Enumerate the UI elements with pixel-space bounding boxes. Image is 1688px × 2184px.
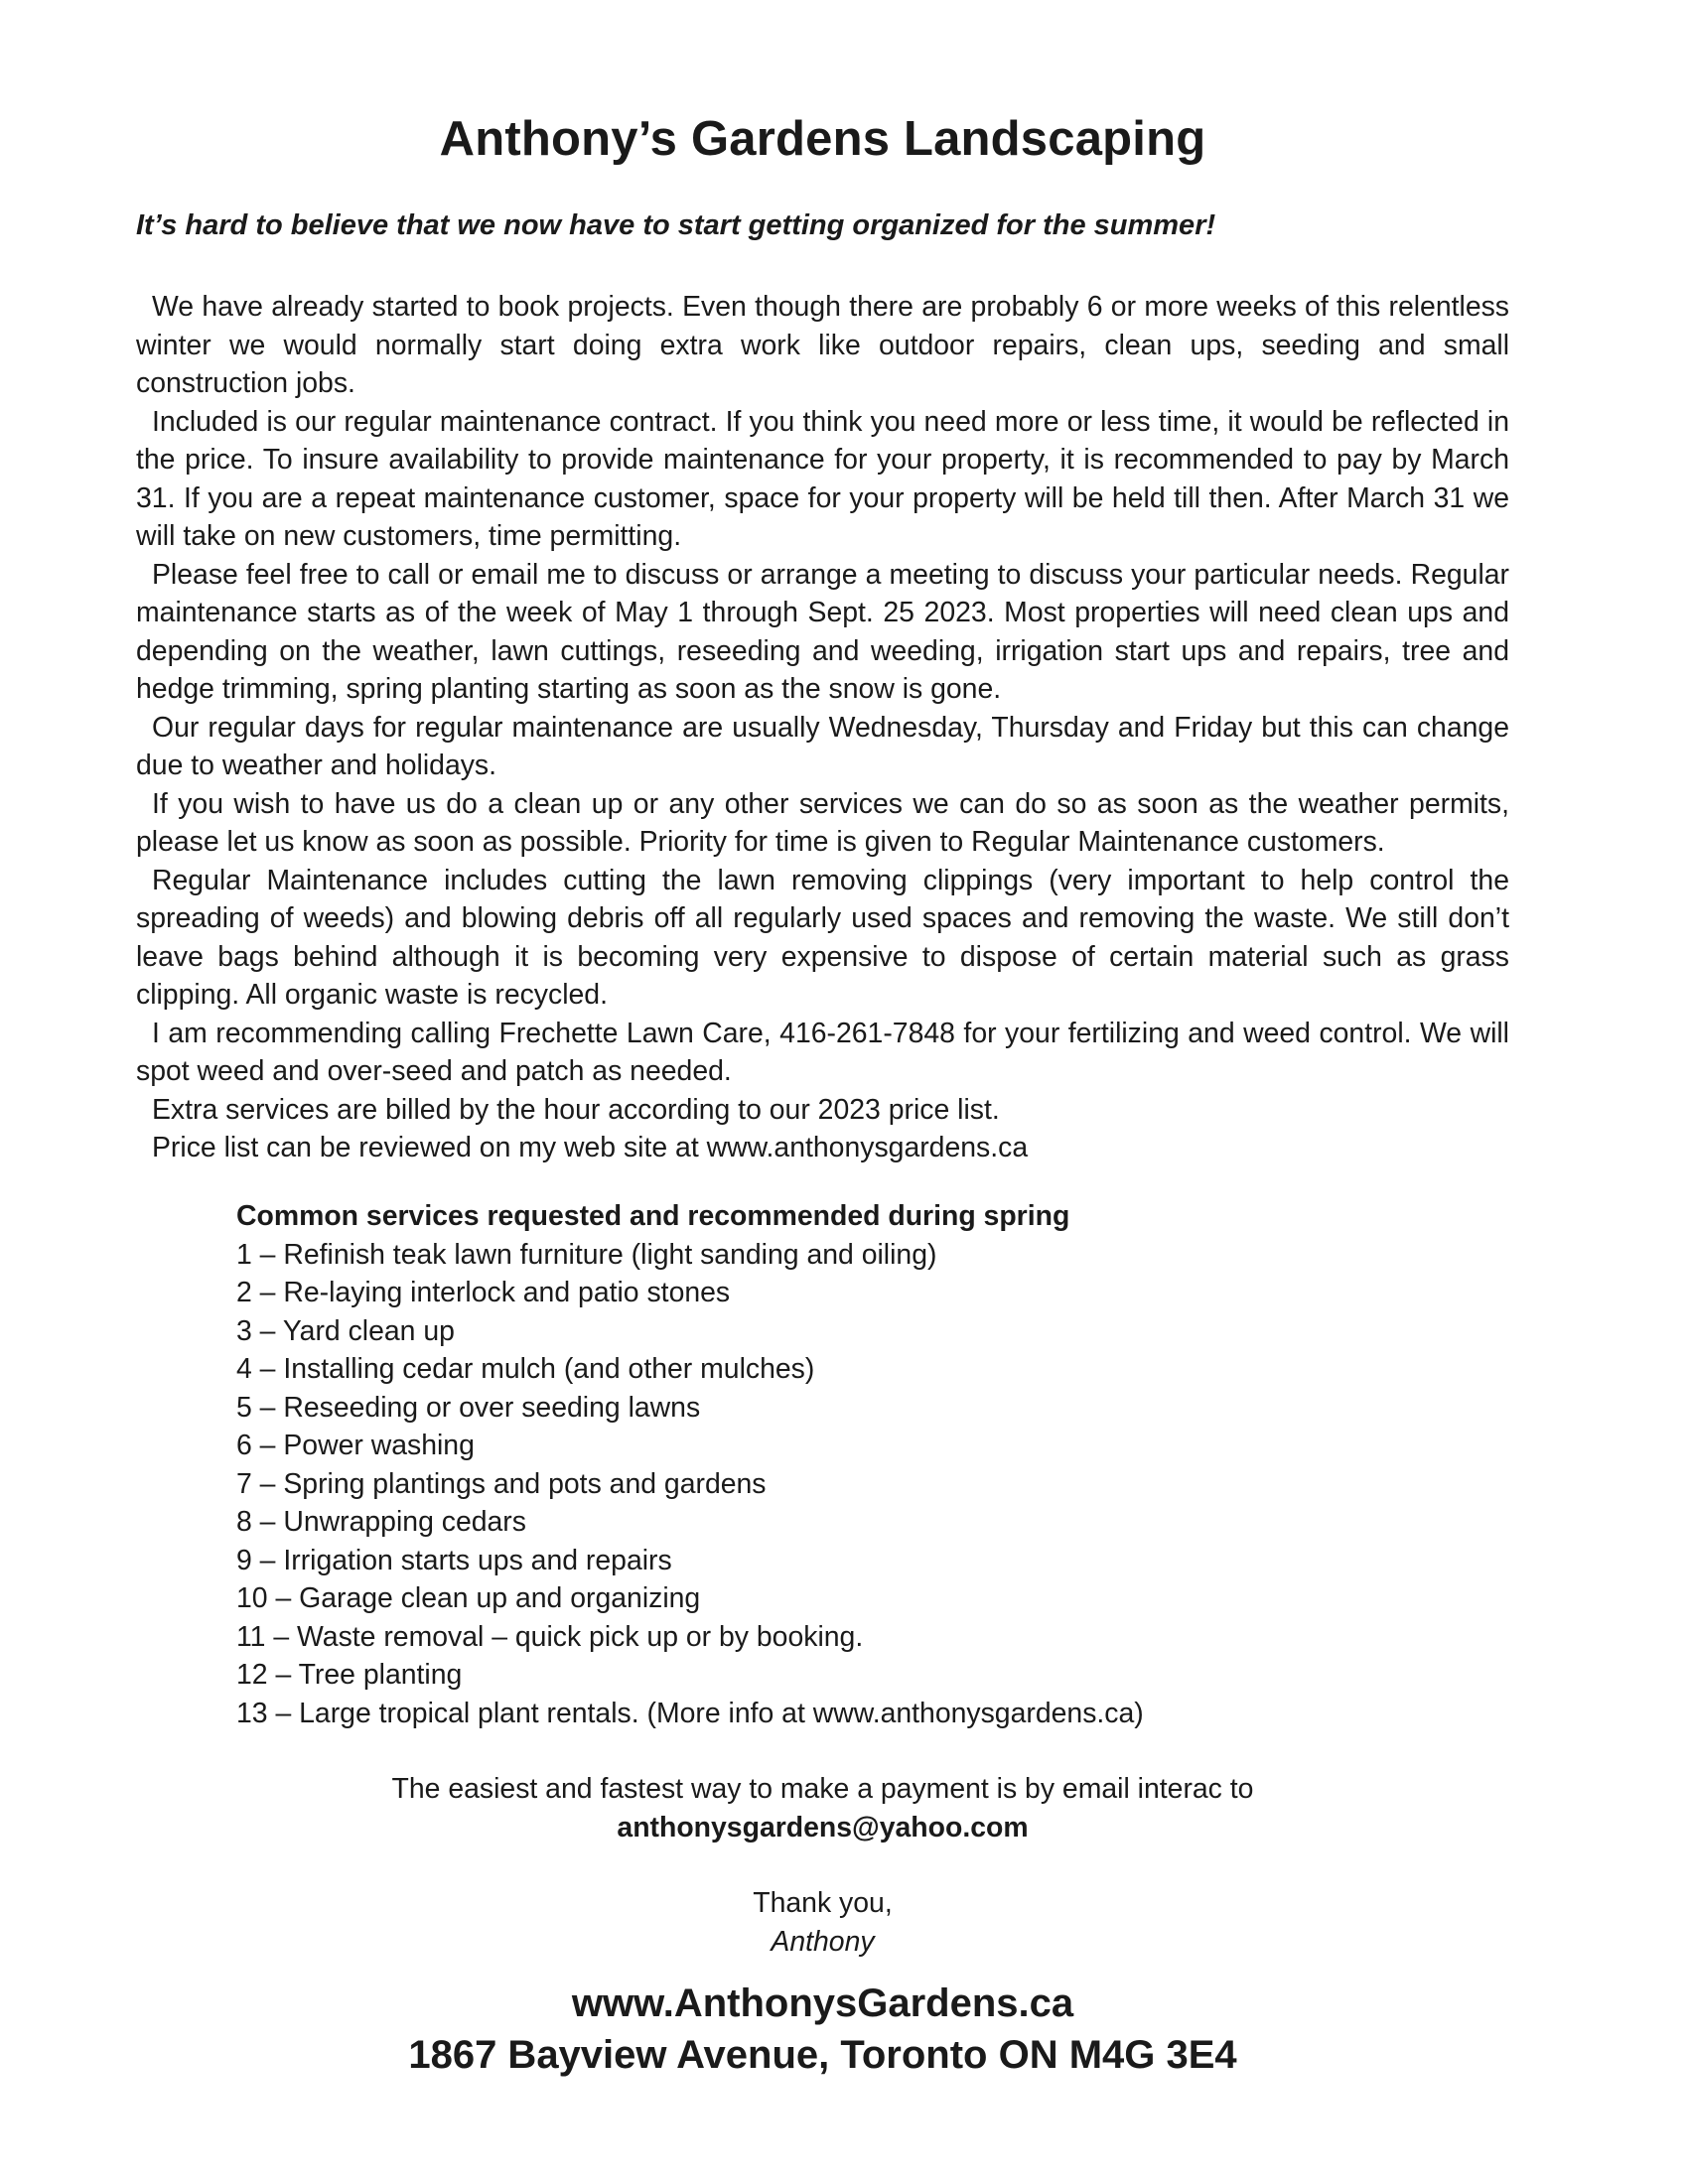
list-item: 3 – Yard clean up <box>236 1314 455 1347</box>
paragraph-contract: Included is our regular maintenance contract. If you think you need more or less time, it would be reflected in the price. To insure availability to provide maintenance for your property, it is recommended to pay by March 31. If you are a repeat maintenance customer, space for your property will be held till then. After March 31 we will take on new customers, time permitting. <box>136 405 1509 552</box>
payment-email: anthonysgardens@yahoo.com <box>617 1811 1029 1843</box>
list-item: 12 – Tree planting <box>236 1659 463 1691</box>
subtitle: It’s hard to believe that we now have to start getting organized for the summer! <box>136 209 1216 241</box>
footer <box>136 1978 1509 2081</box>
footer-website: www.AnthonysGardens.ca <box>571 1981 1074 2025</box>
list-item: 4 – Installing cedar mulch (and other mulches) <box>236 1353 815 1385</box>
services-list <box>236 1236 1428 1733</box>
paragraph-price-list: Price list can be reviewed on my web site at www.anthonysgardens.ca <box>152 1132 1029 1163</box>
paragraph-maintenance: Regular Maintenance includes cutting the lawn removing clippings (very important to help control the spreading of weeds) and blowing debris off all regularly used spaces and removing the waste. We still don’t leave bags behind although it is becoming very expensive to dispose of certain material such as grass clipping. All organic waste is recycled. <box>136 864 1509 1011</box>
signature-name: Anthony <box>771 1925 875 1958</box>
list-item: 7 – Spring plantings and pots and gardens <box>236 1467 767 1500</box>
signoff <box>136 1884 1509 1961</box>
footer-address: 1867 Bayview Avenue, Toronto ON M4G 3E4 <box>408 2033 1237 2077</box>
services-heading: Common services requested and recommended during spring <box>236 1200 1070 1232</box>
paragraph-contact: Please feel free to call or email me to discuss or arrange a meeting to discuss your particular needs. Regular maintenance starts as of the week of May 1 through Sept. 25 2023. Most properties will need clean ups and depending on the weather, lawn cuttings, reseeding and weeding, irrigation start ups and repairs, tree and hedge trimming, spring planting starting as soon as the snow is gone. <box>136 558 1509 705</box>
paragraph-cleanup: If you wish to have us do a clean up or any other services we can do so as soon as the weather permits, please let us know as soon as possible. Priority for time is given to Regular Maintenance customers. <box>136 787 1509 858</box>
list-item: 2 – Re-laying interlock and patio stones <box>236 1277 731 1308</box>
paragraph-extra-services: Extra services are billed by the hour according to our 2023 price list. <box>152 1093 1000 1126</box>
page-title: Anthony’s Gardens Landscaping <box>439 112 1206 166</box>
list-item: 5 – Reseeding or over seeding lawns <box>236 1391 701 1424</box>
paragraph-booking: We have already started to book projects. Even though there are probably 6 or more weeks of this relentless winter we would normally start doing extra work like outdoor repairs, clean ups, seeding and small construction jobs. <box>136 291 1509 399</box>
letter-body <box>136 288 1509 1167</box>
closing-text: Thank you, <box>753 1887 893 1919</box>
list-item: 6 – Power washing <box>236 1430 475 1461</box>
list-item: 13 – Large tropical plant rentals. (More info at www.anthonysgardens.ca) <box>236 1697 1144 1729</box>
payment-text: The easiest and fastest way to make a payment is by email interac to <box>391 1773 1254 1805</box>
list-item: 10 – Garage clean up and organizing <box>236 1582 701 1614</box>
paragraph-days: Our regular days for regular maintenance are usually Wednesday, Thursday and Friday but this can change due to weather and holidays. <box>136 711 1509 781</box>
list-item: 1 – Refinish teak lawn furniture (light sanding and oiling) <box>236 1238 937 1271</box>
payment-info <box>136 1770 1509 1846</box>
list-item: 11 – Waste removal – quick pick up or by booking. <box>236 1620 864 1653</box>
list-item: 9 – Irrigation starts ups and repairs <box>236 1544 672 1576</box>
services-section <box>236 1197 1428 1732</box>
list-item: 8 – Unwrapping cedars <box>236 1506 526 1538</box>
paragraph-fertilizing: I am recommending calling Frechette Lawn Care, 416-261-7848 for your fertilizing and weed control. We will spot weed and over-seed and patch as needed. <box>136 1017 1509 1087</box>
